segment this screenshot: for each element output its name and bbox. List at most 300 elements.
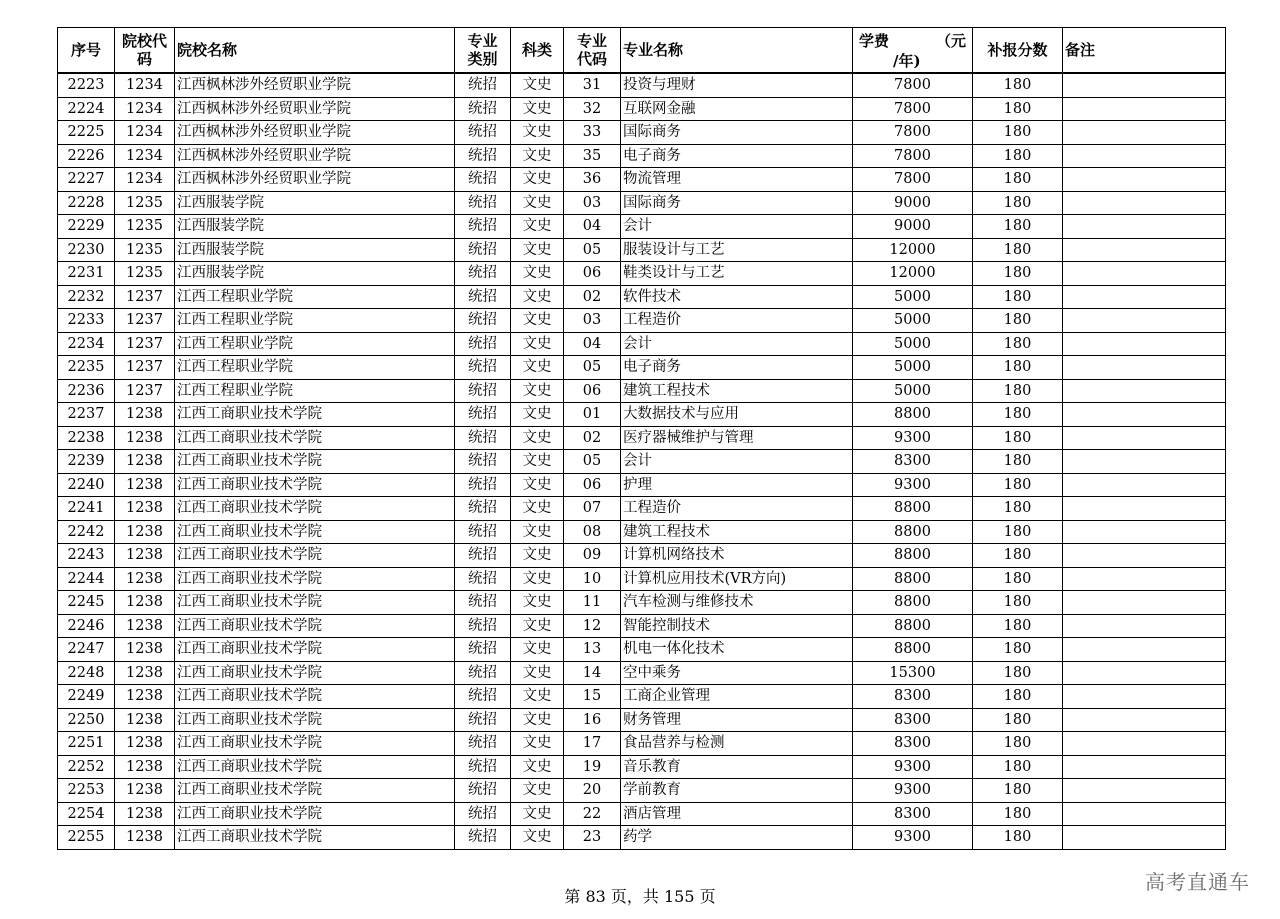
cell-major-name: 音乐教育	[621, 755, 853, 779]
cell-fee: 8800	[853, 520, 973, 544]
cell-notes	[1063, 591, 1226, 615]
table-row	[58, 708, 1226, 732]
cell-type: 统招	[455, 309, 511, 333]
cell-major-name: 物流管理	[621, 168, 853, 192]
cell-seq: 2236	[58, 379, 115, 403]
cell-notes	[1063, 379, 1226, 403]
cell-seq: 2228	[58, 191, 115, 215]
cell-school-name: 江西工商职业技术学院	[175, 403, 455, 427]
cell-score: 180	[973, 638, 1063, 662]
cell-major-name: 电子商务	[621, 144, 853, 168]
cell-major-code: 33	[564, 121, 621, 145]
cell-score: 180	[973, 168, 1063, 192]
cell-school-name: 江西工商职业技术学院	[175, 685, 455, 709]
cell-seq: 2233	[58, 309, 115, 333]
cell-fee: 12000	[853, 262, 973, 286]
cell-type: 统招	[455, 544, 511, 568]
cell-notes	[1063, 356, 1226, 380]
cell-school-name: 江西工商职业技术学院	[175, 802, 455, 826]
cell-seq: 2248	[58, 661, 115, 685]
cell-fee: 7800	[853, 144, 973, 168]
cell-subject: 文史	[511, 779, 564, 803]
table-row	[58, 497, 1226, 521]
cell-notes	[1063, 144, 1226, 168]
cell-major-name: 会计	[621, 215, 853, 239]
table-row	[58, 144, 1226, 168]
table-body	[58, 73, 1226, 849]
cell-seq: 2244	[58, 567, 115, 591]
cell-school-code: 1237	[115, 356, 175, 380]
cell-major-code: 07	[564, 497, 621, 521]
cell-major-name: 智能控制技术	[621, 614, 853, 638]
cell-major-code: 15	[564, 685, 621, 709]
table-row	[58, 755, 1226, 779]
cell-school-code: 1238	[115, 638, 175, 662]
cell-school-name: 江西服装学院	[175, 215, 455, 239]
table-row	[58, 473, 1226, 497]
table-row	[58, 356, 1226, 380]
table-row	[58, 379, 1226, 403]
cell-school-code: 1238	[115, 826, 175, 850]
cell-school-code: 1238	[115, 544, 175, 568]
cell-school-name: 江西工商职业技术学院	[175, 567, 455, 591]
cell-school-name: 江西枫林涉外经贸职业学院	[175, 121, 455, 145]
cell-school-name: 江西工程职业学院	[175, 332, 455, 356]
cell-seq: 2255	[58, 826, 115, 850]
cell-notes	[1063, 262, 1226, 286]
cell-notes	[1063, 779, 1226, 803]
cell-major-code: 35	[564, 144, 621, 168]
cell-fee: 5000	[853, 285, 973, 309]
table-row	[58, 779, 1226, 803]
cell-fee: 7800	[853, 121, 973, 145]
cell-school-name: 江西工商职业技术学院	[175, 426, 455, 450]
cell-seq: 2223	[58, 73, 115, 97]
cell-subject: 文史	[511, 638, 564, 662]
cell-fee: 5000	[853, 309, 973, 333]
cell-major-name: 医疗器械维护与管理	[621, 426, 853, 450]
table-row	[58, 520, 1226, 544]
cell-score: 180	[973, 262, 1063, 286]
cell-fee: 8300	[853, 802, 973, 826]
cell-score: 180	[973, 121, 1063, 145]
cell-school-code: 1234	[115, 168, 175, 192]
cell-fee: 7800	[853, 97, 973, 121]
cell-major-code: 05	[564, 450, 621, 474]
header-school-name: 院校名称	[175, 28, 455, 74]
cell-score: 180	[973, 685, 1063, 709]
cell-fee: 9300	[853, 426, 973, 450]
admissions-table	[57, 27, 1226, 850]
cell-major-code: 03	[564, 191, 621, 215]
cell-major-name: 食品营养与检测	[621, 732, 853, 756]
cell-fee: 8300	[853, 450, 973, 474]
table-row	[58, 802, 1226, 826]
cell-school-name: 江西工商职业技术学院	[175, 591, 455, 615]
cell-score: 180	[973, 403, 1063, 427]
cell-notes	[1063, 285, 1226, 309]
cell-score: 180	[973, 591, 1063, 615]
table-row	[58, 97, 1226, 121]
cell-major-code: 16	[564, 708, 621, 732]
cell-school-code: 1238	[115, 779, 175, 803]
cell-school-name: 江西工商职业技术学院	[175, 520, 455, 544]
cell-major-name: 酒店管理	[621, 802, 853, 826]
cell-score: 180	[973, 544, 1063, 568]
cell-score: 180	[973, 356, 1063, 380]
cell-school-name: 江西工程职业学院	[175, 285, 455, 309]
cell-school-name: 江西工商职业技术学院	[175, 544, 455, 568]
cell-school-code: 1238	[115, 473, 175, 497]
table-row	[58, 309, 1226, 333]
cell-seq: 2242	[58, 520, 115, 544]
page-number: 第 83 页，共 155 页	[564, 887, 716, 906]
cell-major-code: 06	[564, 262, 621, 286]
cell-type: 统招	[455, 356, 511, 380]
cell-school-code: 1238	[115, 661, 175, 685]
cell-fee: 8300	[853, 708, 973, 732]
header-school-code-line1: 院校代	[121, 32, 167, 50]
cell-school-code: 1234	[115, 121, 175, 145]
cell-seq: 2232	[58, 285, 115, 309]
cell-type: 统招	[455, 755, 511, 779]
cell-school-code: 1238	[115, 426, 175, 450]
cell-fee: 9300	[853, 826, 973, 850]
cell-school-name: 江西枫林涉外经贸职业学院	[175, 97, 455, 121]
cell-subject: 文史	[511, 356, 564, 380]
cell-school-code: 1237	[115, 285, 175, 309]
cell-notes	[1063, 97, 1226, 121]
cell-seq: 2237	[58, 403, 115, 427]
cell-subject: 文史	[511, 238, 564, 262]
cell-score: 180	[973, 450, 1063, 474]
cell-major-code: 04	[564, 332, 621, 356]
cell-major-name: 建筑工程技术	[621, 379, 853, 403]
cell-subject: 文史	[511, 73, 564, 97]
cell-seq: 2225	[58, 121, 115, 145]
cell-major-code: 17	[564, 732, 621, 756]
cell-school-code: 1234	[115, 97, 175, 121]
cell-score: 180	[973, 379, 1063, 403]
cell-major-code: 31	[564, 73, 621, 97]
cell-score: 180	[973, 73, 1063, 97]
table-row	[58, 215, 1226, 239]
cell-fee: 9000	[853, 191, 973, 215]
cell-fee: 5000	[853, 356, 973, 380]
header-score: 补报分数	[973, 28, 1063, 74]
table-row	[58, 544, 1226, 568]
cell-major-name: 工商企业管理	[621, 685, 853, 709]
cell-fee: 5000	[853, 379, 973, 403]
cell-major-name: 建筑工程技术	[621, 520, 853, 544]
cell-seq: 2230	[58, 238, 115, 262]
header-fee-line2: （元	[935, 32, 966, 50]
cell-school-name: 江西服装学院	[175, 262, 455, 286]
watermark-logo: 高考直通车	[1145, 870, 1250, 894]
cell-school-code: 1237	[115, 309, 175, 333]
cell-major-code: 06	[564, 379, 621, 403]
cell-notes	[1063, 802, 1226, 826]
cell-seq: 2249	[58, 685, 115, 709]
header-type-line1: 专业	[467, 32, 498, 50]
cell-type: 统招	[455, 520, 511, 544]
cell-school-code: 1234	[115, 73, 175, 97]
cell-major-name: 服装设计与工艺	[621, 238, 853, 262]
cell-school-name: 江西工商职业技术学院	[175, 473, 455, 497]
cell-major-name: 工程造价	[621, 497, 853, 521]
cell-score: 180	[973, 755, 1063, 779]
cell-notes	[1063, 661, 1226, 685]
cell-school-code: 1238	[115, 685, 175, 709]
cell-fee: 9300	[853, 779, 973, 803]
table-row	[58, 73, 1226, 97]
cell-major-name: 工程造价	[621, 309, 853, 333]
cell-major-name: 投资与理财	[621, 73, 853, 97]
cell-type: 统招	[455, 332, 511, 356]
cell-subject: 文史	[511, 497, 564, 521]
cell-school-name: 江西工商职业技术学院	[175, 614, 455, 638]
cell-score: 180	[973, 426, 1063, 450]
cell-score: 180	[973, 97, 1063, 121]
header-fee	[853, 28, 973, 74]
cell-type: 统招	[455, 403, 511, 427]
header-notes: 备注	[1063, 28, 1226, 74]
cell-school-name: 江西工商职业技术学院	[175, 450, 455, 474]
cell-school-code: 1238	[115, 708, 175, 732]
cell-subject: 文史	[511, 168, 564, 192]
cell-subject: 文史	[511, 309, 564, 333]
cell-major-code: 08	[564, 520, 621, 544]
cell-type: 统招	[455, 732, 511, 756]
cell-school-name: 江西工商职业技术学院	[175, 708, 455, 732]
table-row	[58, 450, 1226, 474]
cell-seq: 2240	[58, 473, 115, 497]
cell-fee: 8800	[853, 591, 973, 615]
cell-major-name: 会计	[621, 332, 853, 356]
cell-school-name: 江西服装学院	[175, 191, 455, 215]
header-major-code-line2: 代码	[576, 50, 607, 68]
cell-notes	[1063, 614, 1226, 638]
cell-subject: 文史	[511, 732, 564, 756]
cell-subject: 文史	[511, 755, 564, 779]
cell-subject: 文史	[511, 708, 564, 732]
cell-school-name: 江西枫林涉外经贸职业学院	[175, 73, 455, 97]
cell-notes	[1063, 168, 1226, 192]
table-row	[58, 685, 1226, 709]
cell-type: 统招	[455, 826, 511, 850]
cell-type: 统招	[455, 661, 511, 685]
cell-school-name: 江西工商职业技术学院	[175, 638, 455, 662]
cell-score: 180	[973, 285, 1063, 309]
cell-type: 统招	[455, 473, 511, 497]
cell-subject: 文史	[511, 144, 564, 168]
cell-type: 统招	[455, 215, 511, 239]
header-subject: 科类	[511, 28, 564, 74]
cell-school-code: 1235	[115, 238, 175, 262]
cell-seq: 2231	[58, 262, 115, 286]
cell-major-name: 鞋类设计与工艺	[621, 262, 853, 286]
cell-school-code: 1235	[115, 262, 175, 286]
table-row	[58, 403, 1226, 427]
table-header-row	[58, 28, 1226, 74]
cell-notes	[1063, 567, 1226, 591]
cell-notes	[1063, 191, 1226, 215]
cell-fee: 7800	[853, 73, 973, 97]
cell-notes	[1063, 544, 1226, 568]
header-fee-line1: 学费	[859, 32, 890, 50]
cell-subject: 文史	[511, 473, 564, 497]
cell-notes	[1063, 826, 1226, 850]
cell-seq: 2239	[58, 450, 115, 474]
cell-major-code: 23	[564, 826, 621, 850]
table-row	[58, 238, 1226, 262]
cell-major-code: 12	[564, 614, 621, 638]
cell-notes	[1063, 755, 1226, 779]
cell-school-name: 江西工商职业技术学院	[175, 497, 455, 521]
cell-major-name: 空中乘务	[621, 661, 853, 685]
cell-seq: 2245	[58, 591, 115, 615]
header-major-code-line1: 专业	[576, 32, 607, 50]
cell-score: 180	[973, 567, 1063, 591]
cell-school-code: 1238	[115, 802, 175, 826]
cell-notes	[1063, 708, 1226, 732]
cell-major-name: 学前教育	[621, 779, 853, 803]
cell-seq: 2226	[58, 144, 115, 168]
cell-school-name: 江西工程职业学院	[175, 356, 455, 380]
cell-subject: 文史	[511, 685, 564, 709]
cell-score: 180	[973, 732, 1063, 756]
cell-subject: 文史	[511, 403, 564, 427]
cell-notes	[1063, 73, 1226, 97]
cell-major-code: 36	[564, 168, 621, 192]
cell-school-code: 1237	[115, 332, 175, 356]
cell-major-name: 国际商务	[621, 121, 853, 145]
cell-seq: 2243	[58, 544, 115, 568]
cell-type: 统招	[455, 685, 511, 709]
cell-seq: 2250	[58, 708, 115, 732]
cell-subject: 文史	[511, 121, 564, 145]
cell-type: 统招	[455, 379, 511, 403]
cell-major-code: 14	[564, 661, 621, 685]
cell-major-code: 19	[564, 755, 621, 779]
cell-school-name: 江西枫林涉外经贸职业学院	[175, 168, 455, 192]
cell-type: 统招	[455, 708, 511, 732]
cell-score: 180	[973, 614, 1063, 638]
cell-school-code: 1235	[115, 191, 175, 215]
cell-type: 统招	[455, 262, 511, 286]
table-row	[58, 567, 1226, 591]
cell-fee: 9300	[853, 473, 973, 497]
cell-major-name: 计算机应用技术(VR方向)	[621, 567, 853, 591]
cell-fee: 8800	[853, 544, 973, 568]
cell-notes	[1063, 332, 1226, 356]
cell-score: 180	[973, 802, 1063, 826]
cell-type: 统招	[455, 567, 511, 591]
table-row	[58, 426, 1226, 450]
cell-subject: 文史	[511, 661, 564, 685]
cell-fee: 9000	[853, 215, 973, 239]
cell-school-name: 江西服装学院	[175, 238, 455, 262]
cell-major-code: 22	[564, 802, 621, 826]
header-school-code-line2: 码	[136, 50, 152, 68]
cell-type: 统招	[455, 591, 511, 615]
cell-fee: 8300	[853, 685, 973, 709]
header-type-line2: 类别	[467, 50, 498, 68]
cell-school-code: 1238	[115, 755, 175, 779]
cell-type: 统招	[455, 238, 511, 262]
cell-subject: 文史	[511, 97, 564, 121]
cell-score: 180	[973, 144, 1063, 168]
cell-score: 180	[973, 238, 1063, 262]
cell-score: 180	[973, 520, 1063, 544]
cell-subject: 文史	[511, 614, 564, 638]
cell-school-name: 江西工商职业技术学院	[175, 826, 455, 850]
header-school-code	[115, 28, 175, 74]
cell-subject: 文史	[511, 262, 564, 286]
cell-major-name: 会计	[621, 450, 853, 474]
cell-school-code: 1238	[115, 614, 175, 638]
cell-school-name: 江西工商职业技术学院	[175, 779, 455, 803]
cell-seq: 2251	[58, 732, 115, 756]
cell-score: 180	[973, 661, 1063, 685]
cell-school-code: 1235	[115, 215, 175, 239]
cell-type: 统招	[455, 802, 511, 826]
cell-major-name: 电子商务	[621, 356, 853, 380]
table-row	[58, 661, 1226, 685]
cell-fee: 12000	[853, 238, 973, 262]
cell-notes	[1063, 238, 1226, 262]
header-major-name: 专业名称	[621, 28, 853, 74]
cell-seq: 2241	[58, 497, 115, 521]
cell-school-code: 1234	[115, 144, 175, 168]
cell-school-code: 1238	[115, 567, 175, 591]
cell-major-code: 05	[564, 356, 621, 380]
cell-seq: 2235	[58, 356, 115, 380]
cell-notes	[1063, 426, 1226, 450]
cell-notes	[1063, 403, 1226, 427]
cell-school-code: 1237	[115, 379, 175, 403]
cell-type: 统招	[455, 450, 511, 474]
cell-type: 统招	[455, 168, 511, 192]
cell-type: 统招	[455, 285, 511, 309]
cell-seq: 2246	[58, 614, 115, 638]
cell-seq: 2247	[58, 638, 115, 662]
cell-type: 统招	[455, 779, 511, 803]
cell-major-code: 11	[564, 591, 621, 615]
cell-type: 统招	[455, 97, 511, 121]
cell-major-code: 06	[564, 473, 621, 497]
table-row	[58, 191, 1226, 215]
cell-type: 统招	[455, 73, 511, 97]
cell-notes	[1063, 450, 1226, 474]
cell-major-code: 03	[564, 309, 621, 333]
cell-subject: 文史	[511, 332, 564, 356]
cell-fee: 5000	[853, 332, 973, 356]
cell-major-name: 软件技术	[621, 285, 853, 309]
header-type	[455, 28, 511, 74]
cell-score: 180	[973, 497, 1063, 521]
cell-seq: 2252	[58, 755, 115, 779]
cell-type: 统招	[455, 121, 511, 145]
cell-score: 180	[973, 332, 1063, 356]
cell-fee: 7800	[853, 168, 973, 192]
cell-subject: 文史	[511, 520, 564, 544]
cell-score: 180	[973, 191, 1063, 215]
cell-school-name: 江西工商职业技术学院	[175, 755, 455, 779]
cell-subject: 文史	[511, 544, 564, 568]
cell-seq: 2253	[58, 779, 115, 803]
cell-subject: 文史	[511, 191, 564, 215]
